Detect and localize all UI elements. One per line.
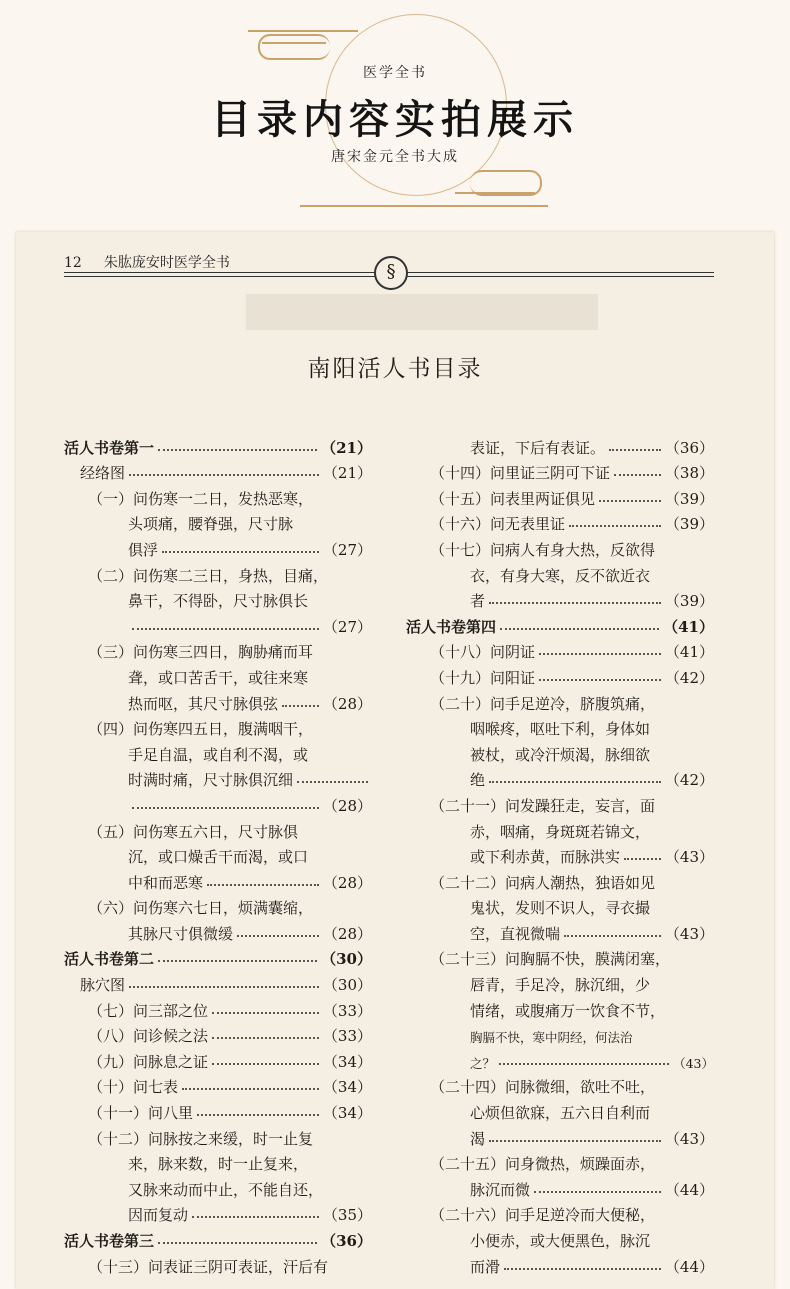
toc-entry-page: （28） (322, 873, 372, 892)
toc-entry (64, 1097, 372, 1123)
toc-entry-page: （38） (664, 464, 714, 483)
toc-entry (406, 483, 714, 509)
toc-entry-text: 心烦但欲寐，五六日自利而 (470, 1104, 651, 1123)
toc-entry-text: 中和而恶寒 (128, 873, 204, 892)
toc-entry-text: 情绪，或腹痛万一饮食不节， (470, 1001, 666, 1020)
dot-leader (489, 781, 661, 783)
toc-entry (64, 611, 372, 637)
toc-entry-text: 脉穴图 (80, 976, 126, 995)
toc-entry (406, 1174, 714, 1200)
toc-entry (406, 1123, 714, 1149)
toc-entry-text: 之？ (470, 1055, 496, 1071)
running-head (64, 252, 252, 272)
toc-entry-page: （43） (673, 1055, 714, 1071)
toc-entry (406, 969, 714, 995)
toc-entry-text: 而滑 (470, 1257, 501, 1276)
toc-entry (64, 1123, 372, 1149)
toc-entry (406, 509, 714, 535)
toc-entry-text: （十八）问阴证 (430, 643, 536, 662)
dot-leader (162, 551, 319, 553)
toc-entry-text: 因而复动 (128, 1206, 189, 1225)
decorative-line (248, 30, 358, 32)
toc-entry (64, 918, 372, 944)
toc-entry (406, 1097, 714, 1123)
toc-entry-text: 头项痛，腰脊强，尺寸脉 (128, 515, 294, 534)
toc-entry (64, 1225, 372, 1251)
toc-entry-page: （39） (664, 489, 714, 508)
toc-entry (406, 842, 714, 868)
toc-entry-text: 衣，有身大寒，反不欲近衣 (470, 566, 651, 585)
toc-entry (64, 586, 372, 612)
dot-leader (539, 679, 661, 681)
cloud-ornament-icon (470, 170, 542, 196)
toc-entry (64, 944, 372, 970)
toc-entry (406, 662, 714, 688)
toc-entry-text: 聋，或口苦舌干，或往来寒 (128, 668, 309, 687)
dot-leader (129, 986, 319, 988)
toc-entry-text: 绝 (470, 771, 486, 790)
toc-entry-page: （43） (664, 1129, 714, 1148)
toc-entry-page: （43） (664, 924, 714, 943)
toc-entry-text: （十五）问表里两证俱见 (430, 489, 596, 508)
dot-leader (192, 1216, 319, 1218)
toc-entry-text: （九）问脉息之证 (88, 1052, 209, 1071)
toc-entry-text: （二十五）问身微热，烦躁面赤， (430, 1155, 656, 1174)
toc-entry (406, 739, 714, 765)
toc-entry-text: 又脉来动而中止，不能自还， (128, 1180, 324, 1199)
toc-entry-text: 时满时痛，尺寸脉俱沉细 (128, 771, 294, 790)
dot-leader (599, 500, 661, 502)
bleed-through-band (246, 294, 598, 330)
toc-entry-page: （39） (664, 592, 714, 611)
toc-entry-page: （27） (322, 617, 372, 636)
toc-entry (64, 483, 372, 509)
toc-entry (406, 1046, 714, 1072)
dot-leader (569, 525, 661, 527)
toc-entry (64, 1046, 372, 1072)
toc-entry-text: 活人书卷第三 (64, 1232, 155, 1250)
toc-entry-text: （十九）问阳证 (430, 668, 536, 687)
toc-entry (64, 1174, 372, 1200)
toc-entry (406, 611, 714, 637)
toc-entry (406, 1072, 714, 1098)
dot-leader (207, 884, 319, 886)
book-page (16, 232, 774, 1289)
dot-leader (182, 1088, 319, 1090)
toc-entry (406, 458, 714, 484)
toc-entry-text: 其脉尺寸俱微缓 (128, 924, 234, 943)
toc-entry-text: （一）问伤寒一二日，发热恶寒， (88, 489, 314, 508)
toc-entry (64, 995, 372, 1021)
toc-entry-text: （二十二）问病人潮热，独语如见 (430, 873, 656, 892)
toc-entry (406, 790, 714, 816)
toc-entry-page: （34） (322, 1104, 372, 1123)
running-head-title: 朱肱庞安时医学全书 (103, 255, 230, 271)
toc-entry-page: （44） (664, 1180, 714, 1199)
toc-entry (406, 637, 714, 663)
toc-entry-page: （33） (322, 1027, 372, 1046)
toc-entry-page: （44） (664, 1257, 714, 1276)
toc-entry-text: （二十）问手足逆冷，脐腹筑痛， (430, 694, 656, 713)
dot-leader (534, 1191, 661, 1193)
dot-leader (212, 1012, 319, 1014)
toc-entry (406, 765, 714, 791)
toc-entry (406, 816, 714, 842)
toc-entry-page: （34） (322, 1078, 372, 1097)
toc-entry-text: 鼻干，不得卧，尺寸脉俱长 (128, 592, 309, 611)
dot-leader (212, 1037, 319, 1039)
toc-entry-page: （33） (322, 1001, 372, 1020)
toc-entry-text: （十一）问八里 (88, 1104, 194, 1123)
dot-leader (212, 1063, 319, 1065)
toc-entry (406, 893, 714, 919)
toc-entry (64, 1149, 372, 1175)
toc-entry-text: （十六）问无表里证 (430, 515, 566, 534)
page-number: 12 (64, 255, 82, 271)
dot-leader (132, 628, 319, 630)
toc-entry-text: 唇青，手足冷，脉沉细，少 (470, 976, 651, 995)
toc-entry-text: 俱浮 (128, 540, 159, 559)
toc-entry (406, 944, 714, 970)
dot-leader (158, 960, 317, 962)
toc-entry-text: 鬼状，发则不识人，寻衣撮 (470, 899, 651, 918)
dot-leader (624, 858, 661, 860)
toc-entry-page: （39） (664, 515, 714, 534)
toc-entry (64, 765, 372, 791)
toc-entry (64, 893, 372, 919)
toc-entry-text: 表证，下后有表证。 (470, 438, 606, 457)
toc-entry (64, 714, 372, 740)
decorative-line (300, 205, 548, 207)
toc-entry-text: （八）问诊候之法 (88, 1027, 209, 1046)
toc-entry-page: （21） (321, 438, 372, 457)
toc-entry (406, 1149, 714, 1175)
toc-entry (64, 1200, 372, 1226)
toc-entry (406, 688, 714, 714)
dot-leader (237, 935, 319, 937)
toc-entry-text: 沉，或口燥舌干而渴，或口 (128, 848, 309, 867)
toc-entry-text: （十三）问表证三阴可表证，汗后有 (88, 1257, 329, 1276)
toc-entry-text: 活人书卷第四 (406, 617, 497, 636)
dot-leader (504, 1268, 661, 1270)
toc-entry-page: （30） (321, 950, 372, 969)
toc-entry-text: （二十一）问发躁狂走，妄言，面 (430, 796, 656, 815)
toc-entry (64, 688, 372, 714)
toc-entry (64, 816, 372, 842)
toc-entry (64, 739, 372, 765)
toc-entry (64, 1072, 372, 1098)
toc-entry-text: 脉沉而微 (470, 1180, 531, 1199)
dot-leader (158, 1242, 317, 1244)
toc-entry (64, 1251, 372, 1277)
toc-entry-page: （43） (664, 848, 714, 867)
header-banner (0, 0, 790, 228)
toc-entry-text: （十四）问里证三阴可下证 (430, 464, 611, 483)
dot-leader (500, 628, 659, 630)
toc-entry (64, 842, 372, 868)
toc-entry-page: （36） (321, 1232, 372, 1250)
toc-entry-text: 空，直视微喘 (470, 924, 561, 943)
toc-entry-text: 渴 (470, 1129, 486, 1148)
toc-entry (406, 432, 714, 458)
banner-title: 目录内容实拍展示 (211, 97, 579, 143)
toc-entry (406, 1225, 714, 1251)
publisher-emblem-icon: § (374, 256, 408, 290)
toc-entry-text: （三）问伤寒三四日，胸胁痛而耳 (88, 643, 314, 662)
toc-entry-page: （21） (322, 464, 372, 483)
toc-entry-text: 者 (470, 592, 486, 611)
toc-column-right (406, 432, 714, 1277)
toc-entry-text: 来，脉来数，时一止复来， (128, 1155, 309, 1174)
dot-leader (614, 474, 661, 476)
toc-entry (64, 509, 372, 535)
toc-entry-text: 活人书卷第二 (64, 950, 155, 969)
toc-entry-text: 或下利赤黄，而脉洪实 (470, 848, 621, 867)
toc-entry-text: （五）问伤寒五六日，尺寸脉俱 (88, 822, 299, 841)
dot-leader (282, 705, 319, 707)
dot-leader (499, 1063, 669, 1065)
dot-leader (197, 1114, 319, 1116)
toc-entry-page: （27） (322, 540, 372, 559)
toc-entry (64, 637, 372, 663)
toc-entry (64, 458, 372, 484)
toc-entry-text: （十二）问脉按之来缓，时一止复 (88, 1129, 314, 1148)
toc-entry (406, 586, 714, 612)
toc-entry (406, 918, 714, 944)
toc-entry-page: （28） (322, 694, 372, 713)
toc-title: 南阳活人书目录 (307, 356, 483, 382)
toc-column-left (64, 432, 372, 1277)
toc-entry-text: （六）问伤寒六七日，烦满囊缩， (88, 899, 314, 918)
toc-entry-text: 手足自温，或自利不渴，或 (128, 745, 309, 764)
toc-entry-page: （41） (663, 617, 714, 636)
toc-entry (64, 867, 372, 893)
toc-entry-text: 热而呕，其尺寸脉俱弦 (128, 694, 279, 713)
toc-entry-page: （36） (664, 438, 714, 457)
toc-entry-text: （二）问伤寒二三日，身热，目痛， (88, 566, 329, 585)
toc-entry (64, 432, 372, 458)
dot-leader (129, 474, 319, 476)
cloud-ornament-icon (258, 34, 330, 60)
toc-entry (64, 534, 372, 560)
toc-entry-text: 经络图 (80, 464, 126, 483)
toc-entry-text: 赤，咽痛，身斑斑若锦文， (470, 822, 651, 841)
toc-entry (64, 969, 372, 995)
toc-entry-text: （十）问七表 (88, 1078, 179, 1097)
dot-leader (539, 653, 661, 655)
toc-entry-text: 小便赤，或大便黑色，脉沉 (470, 1232, 651, 1250)
toc-entry (64, 790, 372, 816)
dot-leader (132, 807, 319, 809)
banner-subtitle-top: 医学全书 (363, 65, 427, 81)
toc-entry-text: （十七）问病人有身大热，反欲得 (430, 540, 656, 559)
toc-entry (406, 1200, 714, 1226)
toc-entry-text: 活人书卷第一 (64, 438, 155, 457)
toc-entry (406, 867, 714, 893)
toc-entry (64, 1021, 372, 1047)
toc-entry-text: （二十四）问脉微细，欲吐不吐， (430, 1078, 656, 1097)
toc-entry-text: 胸膈不快，寒中阴经，何法治 (470, 1030, 633, 1046)
toc-entry (406, 1251, 714, 1277)
toc-entry-page: （35） (322, 1206, 372, 1225)
toc-entry-page: （42） (664, 668, 714, 687)
toc-entry-text: （七）问三部之位 (88, 1001, 209, 1020)
toc-entry-page: （41） (664, 643, 714, 662)
toc-entry-page: （30） (322, 976, 372, 995)
dot-leader (609, 449, 661, 451)
toc-entry (406, 1021, 714, 1047)
toc-entry-page: （28） (322, 796, 372, 815)
toc-entry (406, 714, 714, 740)
dot-leader (297, 781, 368, 783)
dot-leader (489, 602, 661, 604)
toc-entry-page: （42） (664, 771, 714, 790)
toc-entry-text: 咽喉疼，呕吐下利，身体如 (470, 720, 651, 739)
dot-leader (489, 1140, 661, 1142)
toc-entry-page: （34） (322, 1052, 372, 1071)
toc-entry (406, 534, 714, 560)
dot-leader (158, 449, 317, 451)
toc-entry-text: 被杖，或冷汗烦渴，脉细欲 (470, 745, 651, 764)
toc-entry-text: （二十六）问手足逆冷而大便秘， (430, 1206, 656, 1225)
toc-entry (406, 560, 714, 586)
toc-entry-page: （28） (322, 924, 372, 943)
dot-leader (564, 935, 661, 937)
toc-entry (64, 662, 372, 688)
toc-entry-text: （四）问伤寒四五日，腹满咽干， (88, 720, 314, 739)
toc-entry (406, 995, 714, 1021)
banner-subtitle-bottom: 唐宋金元全书大成 (331, 149, 459, 165)
toc-entry (64, 560, 372, 586)
toc-entry-text: （二十三）问胸膈不快，膜满闭塞， (430, 950, 671, 969)
